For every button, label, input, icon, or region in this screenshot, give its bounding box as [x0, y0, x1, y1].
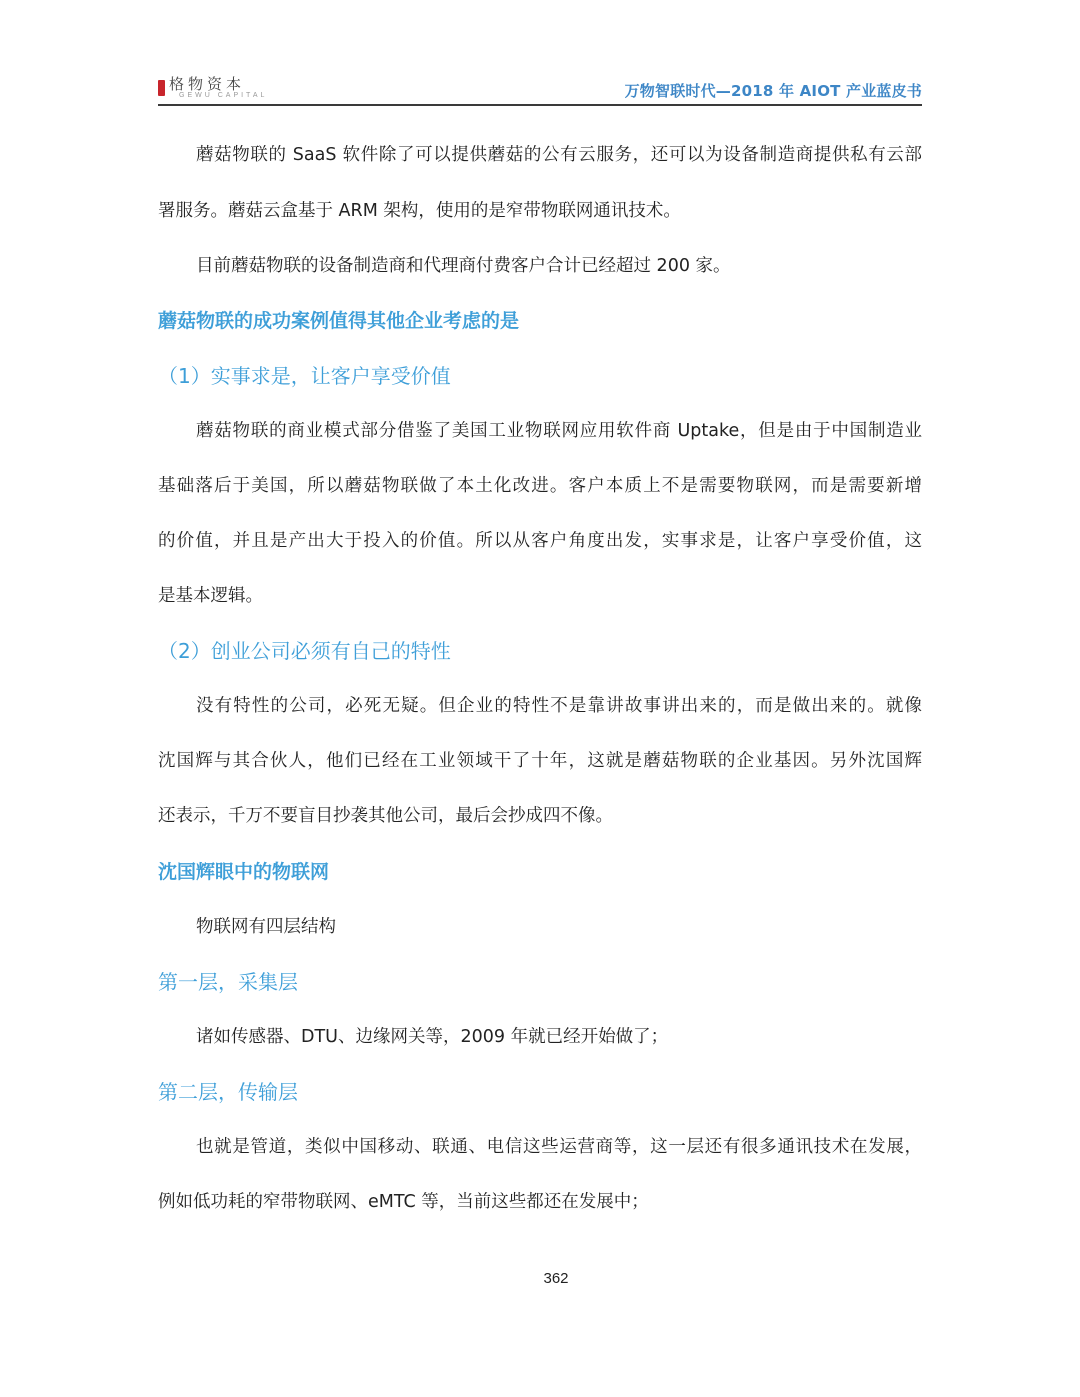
paragraph-line: 也就是管道，类似中国移动、联通、电信这些运营商等，这一层还有很多通讯技术在发展，: [196, 1137, 922, 1157]
layer-heading: 第二层，传输层: [158, 1080, 298, 1104]
paragraph-line: 蘑菇物联的商业模式部分借鉴了美国工业物联网应用软件商 Uptake，但是由于中国制造业: [196, 421, 922, 441]
paragraph-line: 物联网有四层结构: [196, 917, 336, 937]
paragraph-line: 还表示，千万不要盲目抄袭其他公司，最后会抄成四不像。: [158, 806, 613, 826]
logo-name: 格物资本: [169, 75, 246, 93]
logo-subtitle: GEWU CAPITAL: [179, 92, 268, 99]
logo: [158, 76, 267, 102]
page-number: 362: [543, 1270, 569, 1287]
logo-text: [169, 76, 267, 100]
paragraph-line: 署服务。蘑菇云盒基于 ARM 架构，使用的是窄带物联网通讯技术。: [158, 201, 681, 221]
logo-seal-icon: [158, 80, 165, 96]
header-title: 万物智联时代—2018 年 AIOT 产业蓝皮书: [624, 82, 922, 100]
paragraph-line: 是基本逻辑。: [158, 586, 263, 606]
paragraph-line: 例如低功耗的窄带物联网、eMTC 等，当前这些都还在发展中；: [158, 1192, 649, 1212]
layer-heading: 第一层，采集层: [158, 970, 298, 994]
paragraph-line: 沈国辉与其合伙人，他们已经在工业领域干了十年，这就是蘑菇物联的企业基因。另外沈国辉: [158, 751, 922, 771]
subsection-heading: （1）实事求是，让客户享受价值: [158, 364, 451, 388]
paragraph-line: 的价值，并且是产出大于投入的价值。所以从客户角度出发，实事求是，让客户享受价值，这: [158, 531, 922, 551]
paragraph-line: 蘑菇物联的 SaaS 软件除了可以提供蘑菇的公有云服务，还可以为设备制造商提供私有云部: [196, 145, 922, 165]
page-header: [158, 72, 922, 106]
paragraph-line: 诸如传感器、DTU、边缘网关等，2009 年就已经开始做了；: [196, 1027, 669, 1047]
subsection-heading: （2）创业公司必须有自己的特性: [158, 639, 451, 663]
paragraph-line: 没有特性的公司，必死无疑。但企业的特性不是靠讲故事讲出来的，而是做出来的。就像: [196, 696, 922, 716]
paragraph-line: 目前蘑菇物联的设备制造商和代理商付费客户合计已经超过 200 家。: [196, 256, 731, 276]
paragraph-line: 基础落后于美国，所以蘑菇物联做了本土化改进。客户本质上不是需要物联网，而是需要新增: [158, 476, 922, 496]
section-heading: 蘑菇物联的成功案例值得其他企业考虑的是: [158, 310, 520, 332]
section-heading: 沈国辉眼中的物联网: [158, 861, 330, 883]
